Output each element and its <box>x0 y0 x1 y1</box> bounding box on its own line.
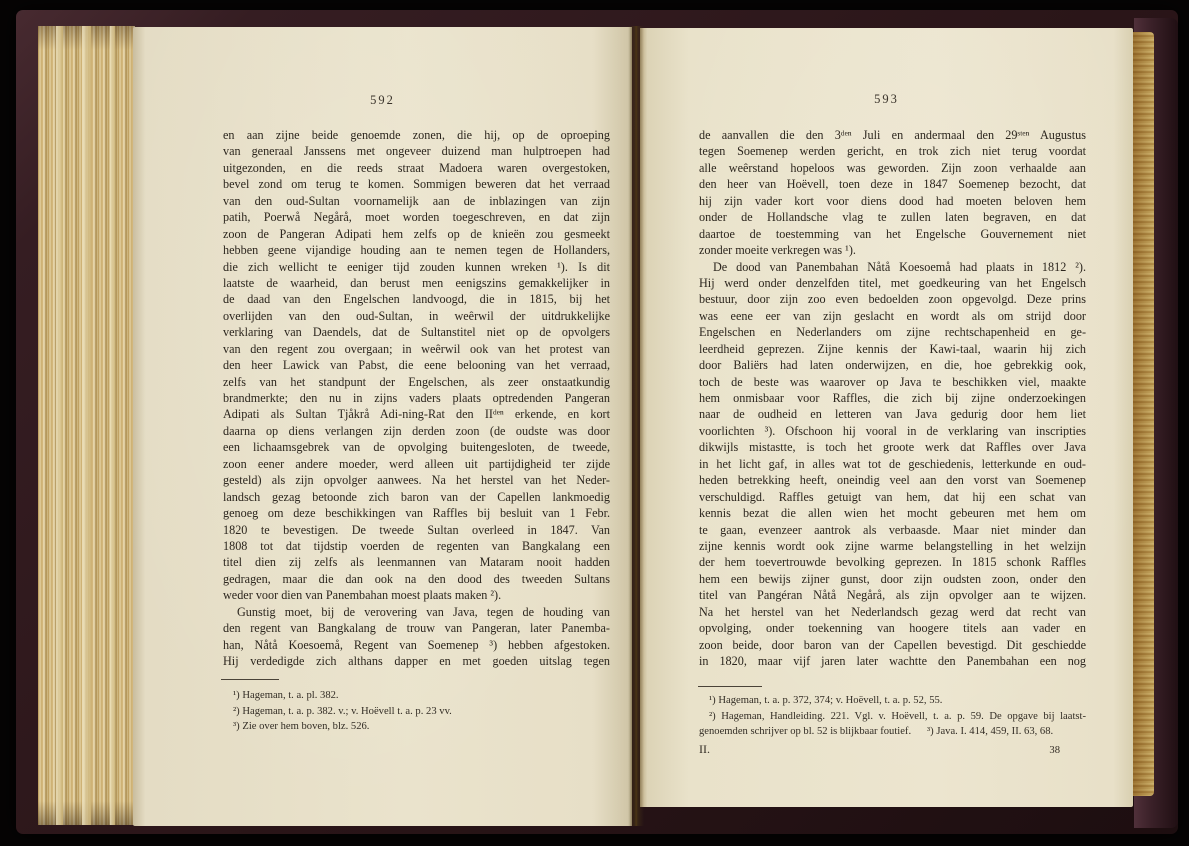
footnote-line: genoemden schrijver op bl. 52 is blijkbaar foutief. ³) Java. I. 414, 459, II. 63, 68. <box>699 726 1054 738</box>
text-line: alle weêrstand hopeloos was geworden. Zijn zoon verhaalde aan <box>699 160 1086 175</box>
text-line: zoon beide, door baron van der Capellen bevestigd. Dit geschiedde <box>699 637 1086 652</box>
text-line: Gunstig moet, bij de verovering van Java, tegen de houding van <box>237 604 610 619</box>
text-line: leerdheid geprezen. Zijne kennis der Kawi-taal, waarin hij zich <box>699 341 1086 356</box>
footnote-line: ²) Hageman, Handleiding. 221. Vgl. v. Hoëvell, t. a. p. 59. De opgave bij laatst- <box>709 710 1086 722</box>
footnote-line: ²) Hageman, t. a. p. 382. v.; v. Hoëvell t. a. p. 23 vv. <box>233 705 452 717</box>
text-line: de daad van den Engelschen landvoogd, die in 1815, bij het <box>223 292 610 307</box>
text-line: van den oud-Sultan voornamelijk aan de inblazingen van zijn <box>223 193 610 208</box>
book-gutter-shadow <box>628 26 644 826</box>
text-line: patih, Poerwå Negårå, moet worden toegeschreven, en dat zijn <box>223 210 610 225</box>
left-page-number: 592 <box>370 93 395 107</box>
text-line: overlijden van den oud-Sultan, in weêrwil der uitdrukkelijke <box>223 308 610 323</box>
page-edge-stack-left <box>38 26 135 825</box>
page-edge-clump <box>56 26 63 825</box>
text-line: weder voor dien van Panembahan moest plaats maken ²). <box>223 588 502 603</box>
text-line: die zich wellicht te eeniger tijd zouden kunnen wreken ¹). Is dit <box>223 259 610 274</box>
text-line: daarna op diens verlangen zijn derden zoon (de oudste was door <box>223 423 610 438</box>
text-line: zonder moeite verkregen was ¹). <box>699 243 856 258</box>
right-footnote-rule <box>698 686 762 687</box>
text-line: genoeg om deze beschikkingen van Raffles bij besluit van 1 Febr. <box>223 506 610 521</box>
text-line: hem onmisbaar voor Raffles, die zich bij zijne onderzoekingen <box>699 391 1086 405</box>
text-line: een lichaamsgebrek van de opvolging buitengesloten, de tweede, <box>223 440 610 455</box>
right-page-footnotes <box>699 693 1086 757</box>
text-line: voorlichten ³). Ofschoon hij vooral in de verklaring van inscripties <box>699 423 1086 438</box>
text-line: laatste de waarheid, dan berust men eenigszins gemakkelijker in <box>223 275 610 290</box>
signature-row <box>699 742 1086 757</box>
text-line: De dood van Panembahan Nåtå Koesoemå had plaats in 1812 ²). <box>713 259 1086 274</box>
text-line: han, Nåtå Koesoemå, Regent van Soemenep ³) hebben afgestoken. <box>223 637 610 652</box>
left-page <box>133 27 632 826</box>
text-line: den heer Lawick van Pabst, die eene belooning van het verraad, <box>223 358 610 373</box>
text-line: in het licht gaf, in alles wat tot de geschiedenis, letterkunde en oud- <box>699 456 1086 471</box>
text-line: in 1820, maar vijf jaren later wachtte den Panembahan een nog <box>699 654 1086 668</box>
left-footnote-rule <box>221 679 279 680</box>
page-edge-clump <box>110 26 115 825</box>
text-line: zijne kennis wordt ook zijne warme belangstelling in het welzijn <box>699 538 1086 553</box>
text-line: zoon de Pangeran Adipati hem zelfs op de knieën zou gesmeekt <box>223 226 610 241</box>
text-line: bestuur, door zijn zoo even bedoelden zoon opgevolgd. Deze prins <box>699 292 1086 307</box>
text-line: onder de Hollandsche vlag te zullen laten begraven, en dat <box>699 210 1086 225</box>
text-line: hebben geene vijandige houding aan te nemen tegen de Hollanders, <box>223 243 610 258</box>
text-line: door Baliërs had laten onderwijzen, en die, hoe gebrekkig ook, <box>699 358 1086 373</box>
text-line: gedragen, maar die dan ook na den dood des tweeden Sultans <box>223 571 610 586</box>
text-line: Engelschen en Nederlanders om zijne rechtschapenheid en ge- <box>699 325 1086 340</box>
footnote-line: ¹) Hageman, t. a. p. 372, 374; v. Hoëvell, t. a. p. 52, 55. <box>709 695 943 706</box>
text-line: en aan zijne beide genoemde zonen, die hij, op de oproeping <box>223 128 610 142</box>
sheet-number: 38 <box>1049 744 1060 756</box>
text-line: 1808 tot dat tijdstip voerden de regenten van Bangkalang een <box>223 538 610 553</box>
text-line: zelfs van het standpunt der Engelschen, als zeer onstaatkundig <box>223 374 610 389</box>
text-line: Adipati als Sultan Tjåkrå Adi-ning-Rat den IIᵈᵉⁿ erkende, en kort <box>223 407 610 422</box>
footnote-line: ¹) Hageman, t. a. pl. 382. <box>233 690 339 701</box>
text-line: dikwijls mistastte, is toch het groote werk dat Raffles over Java <box>699 440 1086 455</box>
left-page-footnotes <box>223 688 610 735</box>
text-line: der hem toevertrouwde bevolking geprezen. In 1815 schonk Raffles <box>699 555 1086 570</box>
text-line: den heer van Hoëvell, toen deze in 1847 Soemenep bezocht, dat <box>699 177 1086 192</box>
text-line: den regent van Bangkalang de trouw van Pangeran, later Panemba- <box>223 621 610 636</box>
text-line: tegen Soemenep werden gericht, en trok zich niet terug voordat <box>699 144 1086 159</box>
text-line: Na het herstel van het Nederlandsch gezag werd dat recht van <box>699 604 1086 619</box>
right-footnote-lines <box>699 693 1086 740</box>
text-line: zoon eener andere moeder, werd alleen uit partijdigheid ter zijde <box>223 456 610 471</box>
text-line: was eene eer van zijn geslacht en wordt als om strijd door <box>699 308 1086 323</box>
text-line: bevel zond om terug te komen. Sommigen beweren dat het verraad <box>223 177 610 192</box>
text-line: landsch gezag betoonde zich baron van der Capellen lankmoedig <box>223 489 610 504</box>
text-line: uitgezonden, en die reeds straat Madoera waren overgestoken, <box>223 160 610 175</box>
text-line: Hij werd onder denzelfden titel, met goedkeuring van het Engelsch <box>699 275 1086 290</box>
right-page-number: 593 <box>874 92 899 106</box>
text-line: brandmerkte; den nu in zijns vaders plaats optredenden Pangeran <box>223 391 610 405</box>
text-line: van den regent zou overgaan; in weêrwil ook van het protest van <box>223 341 610 356</box>
page-edge-clump <box>82 26 91 825</box>
text-line: verschuldigd. Raffles getuigt van hem, dat hij een schat van <box>699 489 1086 504</box>
volume-signature-mark: II. <box>699 741 710 756</box>
text-line: van generaal Janssens met ongeveer duizend man hulptroepen had <box>223 144 610 159</box>
text-line: heden betrekking heeft, oneindig veel aan den vorst van Soemenep <box>699 473 1086 488</box>
text-line: hij zijn vader kort voor diens dood had moeten beloven hem <box>699 193 1086 208</box>
text-line: gesteld) als zijn opvolger aanwees. Na het herstel van het Neder- <box>223 473 610 488</box>
text-line: 1820 te bevestigen. De tweede Sultan overleed in 1847. Van <box>223 522 610 537</box>
text-line: naar de oudheid en letteren van Java gedurig door hem liet <box>699 407 1086 422</box>
text-line: toch de beste was waarover op Java te beschikken viel, maakte <box>699 374 1086 389</box>
text-line: te gaan, evenzeer aantrok als verbaasde. Maar niet minder dan <box>699 522 1086 537</box>
text-line: Hij verdedigde zich althans dapper en met goeden uitslag tegen <box>223 654 610 668</box>
right-page <box>640 28 1133 807</box>
right-page-body-text <box>699 127 1086 669</box>
text-line: de aanvallen die den 3ᵈᵉⁿ Juli en andermaal den 29ˢᵗᵉⁿ Augustus <box>699 128 1086 142</box>
text-line: titel dien zij zelfs als leenmannen van Mataram nooit hadden <box>223 555 610 570</box>
text-line: kennis bezat die allen wien het mocht gebeuren met hem om <box>699 506 1086 521</box>
page-edge-stack-right <box>1133 32 1154 796</box>
left-page-body-text <box>223 127 610 669</box>
text-line: hem een bewijs zijner gunst, door zijn oudsten zoon, onder den <box>699 571 1086 586</box>
text-line: opvolging, onder toekenning van hoogere titels aan vader en <box>699 621 1086 636</box>
text-line: titel van Pangéran Nåtå Negårå, als zijn opvolger aan te wijzen. <box>699 588 1086 603</box>
footnote-line: ³) Zie over hem boven, blz. 526. <box>233 721 370 733</box>
text-line: daartoe de toestemming van het Engelsche Gouvernement niet <box>699 226 1086 241</box>
text-line: verklaring van Daendels, dat de Sultanstitel niet op de opvolgers <box>223 325 610 340</box>
